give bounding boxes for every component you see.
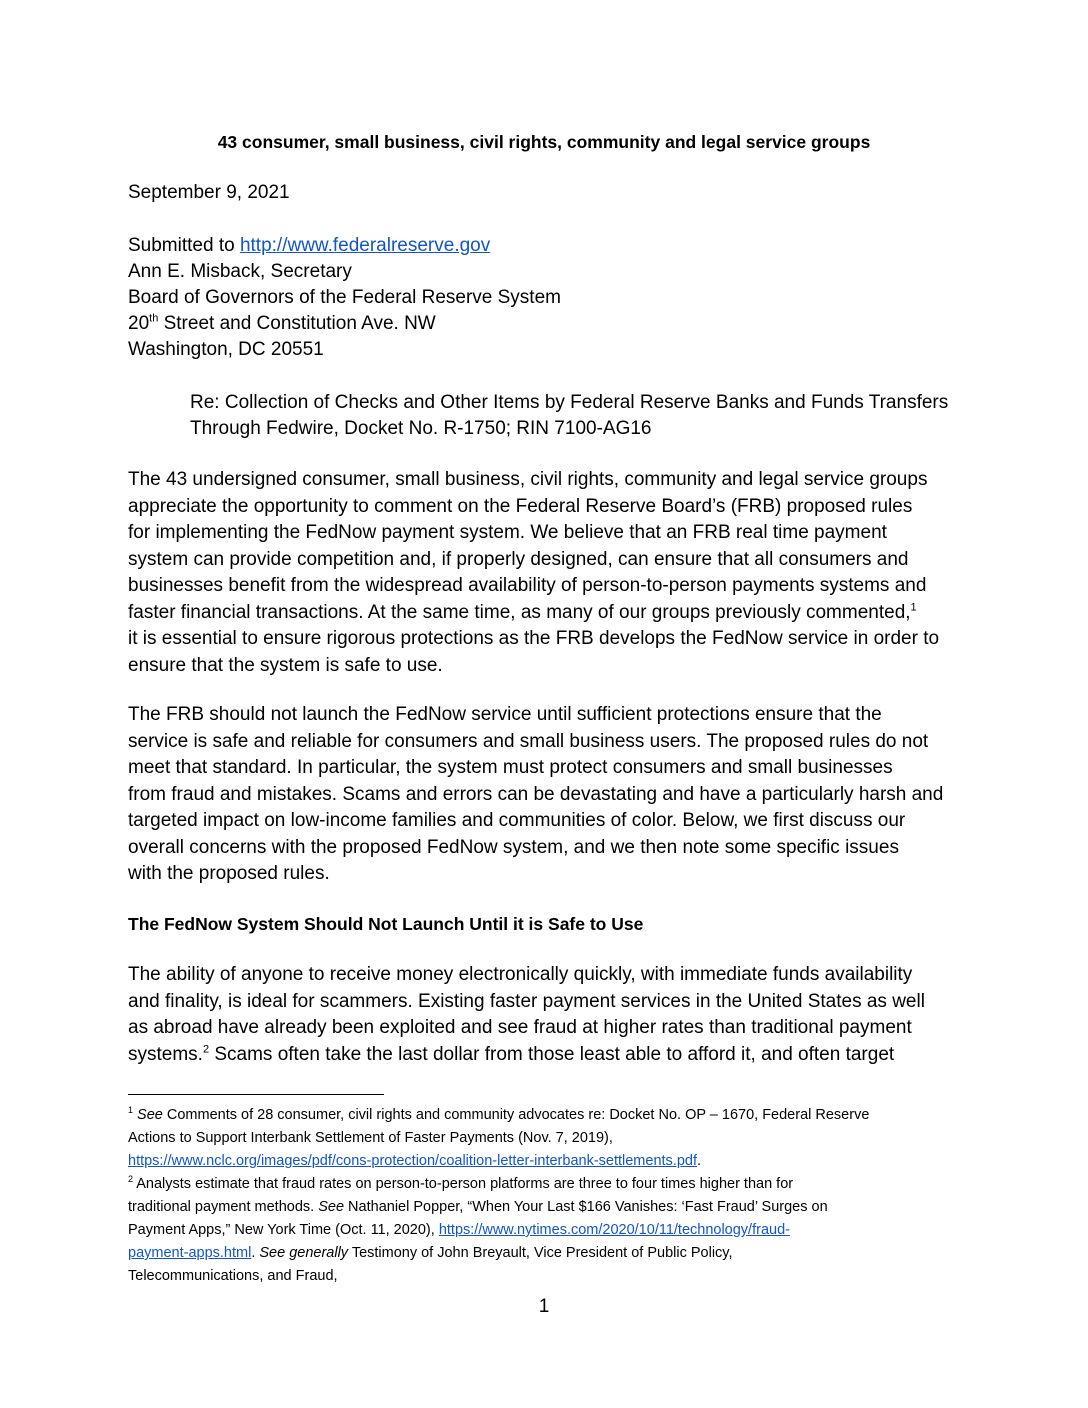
- text-line: service is safe and reliable for consumers and small business users. The proposed rules do not: [128, 730, 929, 752]
- text-line: meet that standard. In particular, the system must protect consumers and small businesses: [128, 757, 893, 778]
- recipient-city: Washington, DC 20551: [128, 339, 324, 360]
- footnote-separator: [128, 1094, 384, 1095]
- street-number: 20: [128, 313, 150, 334]
- text-line: ensure that the system is safe to use.: [128, 654, 443, 676]
- italic-see: See: [137, 1107, 163, 1123]
- nclc-coalition-letter-link[interactable]: https://www.nclc.org/images/pdf/cons-protection/coalition-letter-interbank-settlements.pdf: [128, 1153, 697, 1169]
- recipient-street: [128, 311, 436, 337]
- footnote-2-line: Telecommunications, and Fraud,: [128, 1268, 338, 1284]
- text-line: system can provide competition and, if properly designed, can ensure that all consumers and: [128, 548, 909, 570]
- text-line: for implementing the FedNow payment system. We believe that an FRB real time payment: [128, 522, 887, 543]
- footnote-2-line: [128, 1219, 968, 1242]
- text-segment: Payment Apps,” New York Time (Oct. 11, 2020),: [128, 1222, 439, 1238]
- recipient-organization: Board of Governors of the Federal Reserve System: [128, 287, 561, 308]
- text-line: The FRB should not launch the FedNow service until sufficient protections ensure that the: [128, 704, 882, 725]
- italic-see-generally: See generally: [259, 1245, 349, 1261]
- text-segment: Scams often take the last dollar from those least able to afford it, and often target: [209, 1043, 895, 1065]
- submitted-to-line: [128, 233, 490, 259]
- text-line: businesses benefit from the widespread availability of person-to-person payments systems and: [128, 575, 927, 596]
- text-line: with the proposed rules.: [128, 863, 330, 884]
- re-line-2: Through Fedwire, Docket No. R-1750; RIN 7100-AG16: [190, 418, 652, 439]
- street-number-suffix: th: [149, 312, 159, 325]
- re-line-1: Re: Collection of Checks and Other Items by Federal Reserve Banks and Funds Transfers: [190, 392, 949, 413]
- footnote-2-line: [128, 1196, 968, 1219]
- text-line: overall concerns with the proposed FedNow system, and we then note some specific issues: [128, 836, 899, 858]
- footnote-ref-2[interactable]: 2: [202, 1043, 210, 1056]
- paragraph-fraud: [128, 962, 968, 1068]
- footnotes: [128, 1104, 968, 1288]
- federal-reserve-link[interactable]: http://www.federalreserve.gov: [239, 235, 491, 256]
- text-segment: Comments of 28 consumer, civil rights and community advocates re: Docket No. OP – 1670, Federal Reserve: [162, 1107, 870, 1123]
- text-segment: Analysts estimate that fraud rates on person-to-person platforms are three to four times higher than for: [133, 1176, 794, 1192]
- submitted-prefix: Submitted to: [128, 235, 240, 256]
- text-line: appreciate the opportunity to comment on the Federal Reserve Board’s (FRB) proposed rules: [128, 495, 913, 517]
- text-line: The 43 undersigned consumer, small business, civil rights, community and legal service groups: [128, 469, 928, 490]
- section-heading: The FedNow System Should Not Launch Until it is Safe to Use: [128, 914, 644, 934]
- letter-title: 43 consumer, small business, civil rights, community and legal service groups: [217, 132, 871, 152]
- text-segment: Nathaniel Popper, “When Your Last $166 Vanishes: ‘Fast Fraud’ Surges on: [344, 1199, 828, 1215]
- text-segment: .: [696, 1153, 702, 1169]
- italic-see: See: [318, 1199, 345, 1215]
- footnote-2-line: [128, 1242, 968, 1265]
- text-line: it is essential to ensure rigorous protections as the FRB develops the FedNow service in order to: [128, 628, 940, 649]
- text-segment: Testimony of John Breyault, Vice President of Public Policy,: [348, 1245, 733, 1261]
- text-segment: faster financial transactions. At the same time, as many of our groups previously commented,: [128, 601, 911, 623]
- paragraph-intro: [128, 467, 968, 679]
- nytimes-article-link-cont[interactable]: payment-apps.html: [128, 1245, 252, 1261]
- footnote-2-marker: 2: [128, 1174, 134, 1185]
- footnote-1-line: [128, 1104, 968, 1127]
- text-segment: systems.: [128, 1043, 203, 1065]
- nytimes-article-link[interactable]: https://www.nytimes.com/2020/10/11/technology/fraud-: [438, 1222, 790, 1238]
- text-line: [128, 1042, 968, 1069]
- text-line: The ability of anyone to receive money electronically quickly, with immediate funds availability: [128, 964, 913, 985]
- footnote-1-line: [128, 1150, 968, 1173]
- text-segment: .: [251, 1245, 260, 1261]
- text-line: [128, 600, 968, 627]
- text-line: and finality, is ideal for scammers. Existing faster payment services in the United States as well: [128, 990, 925, 1012]
- recipient-name: Ann E. Misback, Secretary: [128, 261, 352, 282]
- text-segment: traditional payment methods.: [128, 1199, 319, 1215]
- text-line: targeted impact on low-income families and communities of color. Below, we first discuss our: [128, 810, 906, 831]
- text-line: as abroad have already been exploited and see fraud at higher rates than traditional payment: [128, 1017, 912, 1038]
- footnote-ref-1[interactable]: 1: [910, 601, 917, 614]
- letter-date: September 9, 2021: [128, 182, 290, 203]
- footnote-2-line: [128, 1173, 968, 1196]
- street-name: Street and Constitution Ave. NW: [158, 313, 436, 334]
- page-number: 1: [538, 1296, 550, 1317]
- footnote-1-marker: 1: [128, 1105, 134, 1116]
- footnote-1-line: Actions to Support Interbank Settlement of Faster Payments (Nov. 7, 2019),: [128, 1130, 613, 1146]
- text-line: from fraud and mistakes. Scams and errors can be devastating and have a particularly harsh and: [128, 783, 944, 805]
- paragraph-protections: [128, 702, 968, 888]
